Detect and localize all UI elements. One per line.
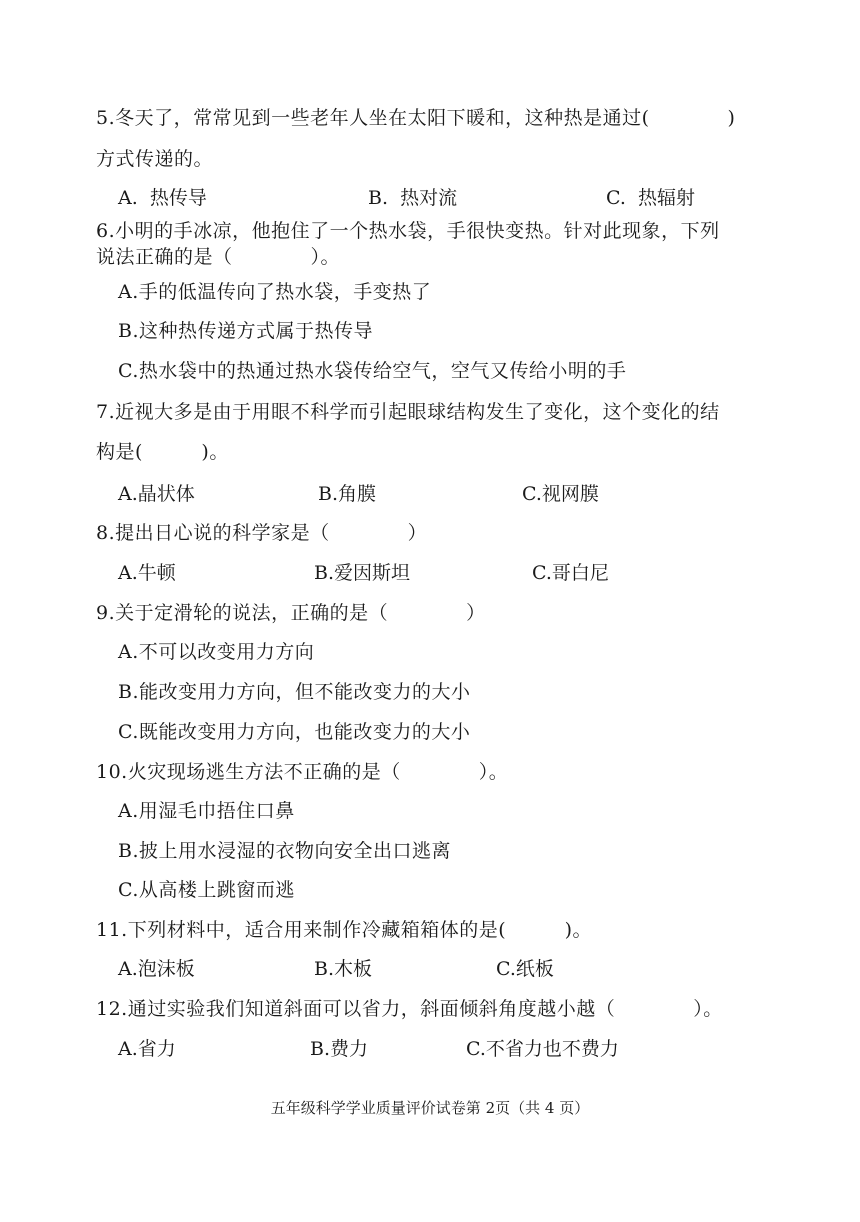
question-12-option-b: B.费力 <box>310 1038 369 1060</box>
question-11-option-b: B.木板 <box>314 958 373 980</box>
question-7-option-c: C.视网膜 <box>522 483 599 505</box>
question-10-option-c: C.从高楼上跳窗而逃 <box>118 879 295 901</box>
question-5-option-a: A. 热传导 <box>118 187 207 209</box>
question-6-text: 6.小明的手冰凉，他抱住了一个热水袋，手很快变热。针对此现象，下列 <box>96 220 720 242</box>
question-9-option-b: B.能改变用力方向，但不能改变力的大小 <box>118 681 471 703</box>
question-7-text: 7.近视大多是由于用眼不科学而引起眼球结构发生了变化，这个变化的结 <box>96 401 720 423</box>
question-9-option-a: A.不可以改变用力方向 <box>118 641 315 663</box>
question-6-option-a: A.手的低温传向了热水袋，手变热了 <box>118 281 432 303</box>
question-11-option-c: C.纸板 <box>496 958 554 980</box>
question-6-text-cont: 说法正确的是（ ）。 <box>96 246 341 268</box>
question-12-text: 12.通过实验我们知道斜面可以省力，斜面倾斜角度越小越（ ）。 <box>96 998 723 1020</box>
question-12-option-c: C.不省力也不费力 <box>466 1038 619 1060</box>
question-5-option-b: B. 热对流 <box>368 187 458 209</box>
question-5-text-cont: 方式传递的。 <box>96 148 214 170</box>
question-8-option-b: B.爱因斯坦 <box>314 562 411 584</box>
question-5-option-c: C. 热辐射 <box>606 187 695 209</box>
question-11-text: 11.下列材料中，适合用来制作冷藏箱箱体的是( )。 <box>96 919 593 941</box>
question-6-option-c: C.热水袋中的热通过热水袋传给空气，空气又传给小明的手 <box>118 360 627 382</box>
question-12-option-a: A.省力 <box>118 1038 176 1060</box>
question-10-text: 10.火灾现场逃生方法不正确的是（ ）。 <box>96 761 509 783</box>
question-10-option-a: A.用湿毛巾捂住口鼻 <box>118 800 295 822</box>
question-7-option-a: A.晶状体 <box>118 483 195 505</box>
question-9-option-c: C.既能改变用力方向，也能改变力的大小 <box>118 721 471 743</box>
question-8-option-c: C.哥白尼 <box>532 562 609 584</box>
question-11-option-a: A.泡沫板 <box>118 958 195 980</box>
question-9-text: 9.关于定滑轮的说法，正确的是（ ） <box>96 602 486 624</box>
page-footer: 五年级科学学业质量评价试卷第 2页（共 4 页） <box>270 1099 590 1117</box>
question-7-option-b: B.角膜 <box>318 483 377 505</box>
question-8-option-a: A.牛顿 <box>118 562 176 584</box>
question-7-text-cont: 构是( )。 <box>96 441 229 463</box>
question-6-option-b: B.这种热传递方式属于热传导 <box>118 320 374 342</box>
question-8-text: 8.提出日心说的科学家是（ ） <box>96 522 428 544</box>
question-5-text: 5.冬天了，常常见到一些老年人坐在太阳下暖和，这种热是通过( ) <box>96 107 736 129</box>
question-10-option-b: B.披上用水浸湿的衣物向安全出口逃离 <box>118 840 452 862</box>
